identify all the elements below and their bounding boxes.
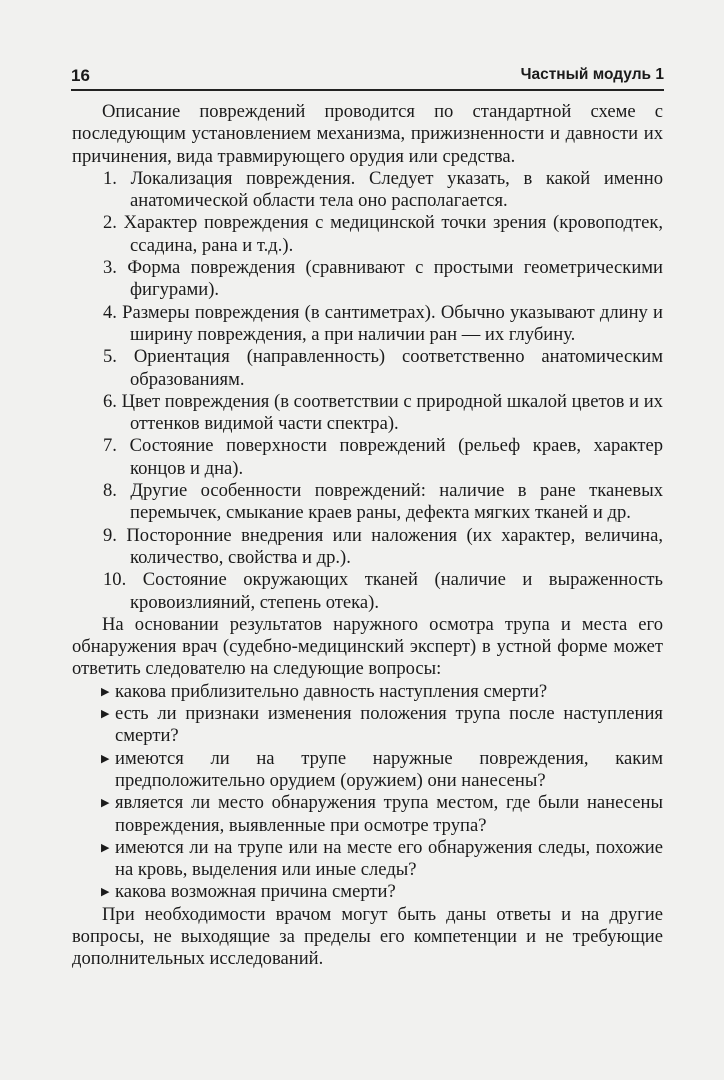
item-number: 10. bbox=[103, 569, 127, 591]
item-number: 3. bbox=[103, 257, 117, 279]
question-item bbox=[72, 792, 663, 837]
conclusion-paragraph: При необходимости врачом могут быть даны ответы и на другие вопросы, не выходящие за пределы его компетенции и не требующие дополнительных исследований. bbox=[72, 903, 663, 970]
list-item bbox=[72, 435, 663, 480]
damage-description-list bbox=[72, 168, 663, 614]
item-number: 7. bbox=[103, 435, 117, 457]
questions-intro-paragraph: На основании результатов наружного осмотра трупа и места его обнаружения врач (судебно-медицинский эксперт) в устной форме может ответить следователю на следующие вопросы: bbox=[72, 613, 663, 680]
list-item bbox=[72, 480, 663, 525]
item-number: 6. bbox=[103, 390, 117, 412]
triangle-bullet-icon: ▶ bbox=[101, 841, 110, 854]
list-item bbox=[72, 302, 663, 347]
item-text: Ориентация (направленность) соответственно анатомическим образованиям. bbox=[130, 346, 663, 390]
running-head: Частный модуль 1 bbox=[520, 66, 664, 83]
question-item bbox=[72, 748, 663, 793]
item-text: Посторонние внедрения или наложения (их характер, величина, количество, свойства и др.). bbox=[126, 524, 663, 568]
item-text: Форма повреждения (сравнивают с простыми геометрическими фигурами). bbox=[127, 257, 663, 301]
question-text: какова возможная причина смерти? bbox=[115, 881, 396, 903]
item-text: Размеры повреждения (в сантиметрах). Обычно указывают длину и ширину повреждения, а при наличии ран — их глубину. bbox=[122, 301, 663, 345]
question-text: имеются ли на трупе или на месте его обнаружения следы, похожие на кровь, выделения или иные следы? bbox=[115, 836, 663, 881]
question-item bbox=[72, 681, 663, 703]
item-number: 1. bbox=[103, 167, 117, 189]
intro-paragraph: Описание повреждений проводится по стандартной схеме с последующим установлением механизма, прижизненности и давности их причинения, вида травмирующего орудия или средства. bbox=[72, 101, 663, 167]
question-text: является ли место обнаружения трупа местом, где были нанесены повреждения, выявленные при осмотре трупа? bbox=[115, 792, 663, 836]
item-number: 9. bbox=[103, 524, 117, 546]
list-item bbox=[72, 391, 663, 436]
triangle-bullet-icon: ▶ bbox=[101, 752, 110, 765]
item-text: Локализация повреждения. Следует указать, в какой именно анатомической области тела оно располагается. bbox=[130, 167, 663, 212]
triangle-bullet-icon: ▶ bbox=[101, 797, 110, 810]
page-number: 16 bbox=[71, 66, 90, 85]
item-text: Состояние окружающих тканей (наличие и выраженность кровоизлияний, степень отека). bbox=[130, 569, 663, 613]
triangle-bullet-icon: ▶ bbox=[101, 685, 110, 698]
list-item bbox=[72, 346, 663, 391]
list-item bbox=[72, 257, 663, 302]
list-item bbox=[72, 525, 663, 570]
header-rule bbox=[71, 89, 664, 91]
question-item bbox=[72, 837, 663, 882]
questions-list bbox=[72, 681, 663, 904]
list-item bbox=[72, 212, 663, 257]
item-number: 4. bbox=[103, 301, 117, 323]
item-number: 5. bbox=[103, 346, 117, 368]
list-item bbox=[72, 569, 663, 614]
item-number: 8. bbox=[103, 480, 117, 502]
triangle-bullet-icon: ▶ bbox=[101, 708, 110, 721]
item-number: 2. bbox=[103, 212, 117, 234]
question-item bbox=[72, 881, 663, 903]
item-text: Цвет повреждения (в соответствии с природной шкалой цветов и их оттенков видимой части спектра). bbox=[121, 390, 663, 435]
question-text: какова приблизительно давность наступления смерти? bbox=[115, 680, 548, 702]
page-body bbox=[72, 101, 663, 971]
question-text: имеются ли на трупе наружные повреждения, каким предположительно орудием (оружием) они нанесены? bbox=[115, 747, 663, 791]
page-header bbox=[71, 62, 664, 90]
item-text: Состояние поверхности повреждений (рельеф краев, характер концов и дна). bbox=[129, 435, 663, 479]
list-item bbox=[72, 168, 663, 213]
item-text: Характер повреждения с медицинской точки зрения (кровоподтек, ссадина, рана и т.д.). bbox=[123, 212, 664, 256]
question-text: есть ли признаки изменения положения трупа после наступления смерти? bbox=[115, 703, 663, 747]
item-text: Другие особенности повреждений: наличие в ране тканевых перемычек, смыкание краев раны, дефекта мягких тканей и др. bbox=[130, 480, 663, 524]
triangle-bullet-icon: ▶ bbox=[101, 886, 110, 899]
question-item bbox=[72, 703, 663, 748]
